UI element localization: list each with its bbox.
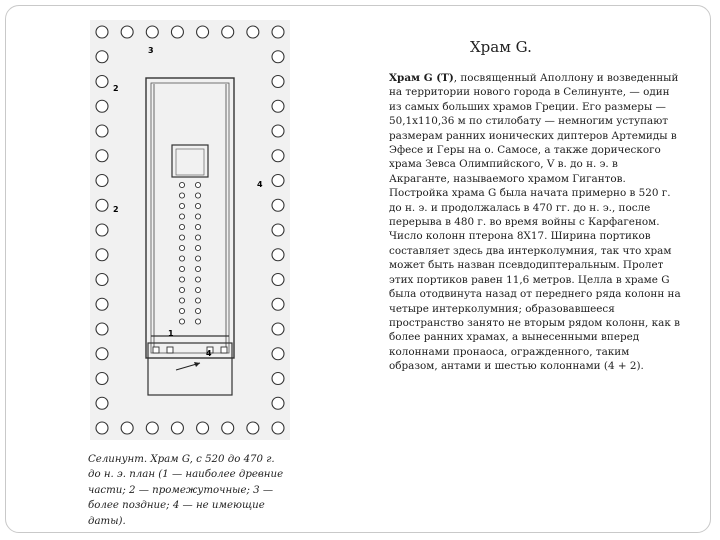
cella-inner-wall: [151, 83, 229, 353]
peristyle-column: [272, 274, 284, 286]
peristyle-column: [96, 26, 108, 38]
pronaos-column: [153, 347, 159, 353]
cella-column: [179, 245, 184, 250]
peristyle-column: [96, 199, 108, 211]
peristyle-columns: [96, 26, 284, 434]
peristyle-column: [272, 373, 284, 385]
pronaos-column: [221, 347, 227, 353]
cella-column: [195, 287, 200, 292]
cella-column: [195, 245, 200, 250]
peristyle-column: [96, 348, 108, 360]
temple-plan-drawing: [90, 20, 290, 440]
peristyle-column: [222, 26, 234, 38]
peristyle-column: [272, 26, 284, 38]
peristyle-column: [96, 323, 108, 335]
slide-title: Храм G.: [470, 38, 532, 56]
peristyle-column: [247, 26, 259, 38]
cella-column: [179, 182, 184, 187]
peristyle-column: [222, 422, 234, 434]
peristyle-column: [197, 422, 209, 434]
body-text: , посвященный Аполлону и возведенный на территории нового города в Селинунте, — один из самых больших храмов Греции. Его размеры — 50,1х110,36 м по стилобату — немногим уступают размерам ранних ионических диптеров Артемиды в Эфесе и Геры на о. Самосе, а также дорического храма Зевса Олимпийского, V в. до н. э. в Акраганте, называемого храмом Гигантов. Постройка храма G была начата примерно в 520 г. до н. э. и продолжалась в 470 гг. до н. э., после перерыва в 480 г. во время войны с Карфагеном. Число колонн птерона 8Х17. Ширина портиков составляет здесь два интерколумния, так что храм может быть назван псевдодиптеральным. Пролет этих портиков равен 11,6 метров. Целла в храме G была отодвинута назад от переднего ряда колонн на четыре интерколумния; образовавшееся пространство занято не вторым рядом колонн, как в более ранних храмах, а вынесенными вперед колоннами пронаоса, огражденного, таким образом, антами и шестью колоннами (4 + 2).: [389, 72, 681, 373]
peristyle-column: [272, 397, 284, 409]
cella-column: [195, 256, 200, 261]
cella-columns: [179, 182, 200, 324]
body-lead: Храм G (Т): [389, 72, 454, 84]
plan-label-4-right: 4: [257, 180, 263, 189]
plan-label-2-top: 2: [113, 84, 119, 93]
peristyle-column: [272, 298, 284, 310]
peristyle-column: [96, 150, 108, 162]
adyton-wall: [172, 145, 208, 177]
cella-column: [195, 266, 200, 271]
peristyle-column: [121, 26, 133, 38]
cella-column: [195, 224, 200, 229]
plan-label-2-mid: 2: [113, 205, 119, 214]
peristyle-column: [272, 51, 284, 63]
peristyle-column: [96, 397, 108, 409]
peristyle-column: [272, 175, 284, 187]
peristyle-column: [96, 298, 108, 310]
plan-label-4-bottom: 4: [206, 349, 212, 358]
cella-column: [195, 319, 200, 324]
peristyle-column: [146, 26, 158, 38]
cella-column: [179, 277, 184, 282]
body-paragraph: [389, 71, 681, 374]
cella-column: [195, 182, 200, 187]
cella-column: [195, 298, 200, 303]
peristyle-column: [96, 224, 108, 236]
peristyle-column: [96, 422, 108, 434]
peristyle-column: [247, 422, 259, 434]
peristyle-column: [272, 76, 284, 88]
cella-column: [179, 287, 184, 292]
peristyle-column: [272, 100, 284, 112]
peristyle-column: [171, 26, 183, 38]
peristyle-column: [272, 422, 284, 434]
peristyle-column: [272, 323, 284, 335]
cella-column: [179, 319, 184, 324]
pronaos-enclosure: [148, 343, 232, 395]
cella-column: [195, 203, 200, 208]
peristyle-column: [272, 249, 284, 261]
cella-column: [179, 193, 184, 198]
temple-plan: [90, 20, 290, 440]
pronaos-column: [167, 347, 173, 353]
cella-column: [195, 277, 200, 282]
cella-outer-wall: [146, 78, 234, 358]
peristyle-column: [272, 150, 284, 162]
peristyle-column: [96, 373, 108, 385]
peristyle-column: [272, 125, 284, 137]
adyton-inner: [176, 149, 204, 175]
peristyle-column: [96, 274, 108, 286]
peristyle-column: [272, 199, 284, 211]
peristyle-column: [96, 125, 108, 137]
cella-column: [179, 308, 184, 313]
peristyle-column: [146, 422, 158, 434]
peristyle-column: [96, 51, 108, 63]
peristyle-column: [197, 26, 209, 38]
peristyle-column: [121, 422, 133, 434]
cella-column: [179, 235, 184, 240]
cella-column: [195, 214, 200, 219]
figure-caption: Селинунт. Храм G, с 520 до 470 г. до н. э. план (1 — наиболее древние части; 2 — промежуточные; 3 — более поздние; 4 — не имеющие даты).: [88, 454, 284, 527]
cella-column: [179, 298, 184, 303]
cella-column: [179, 214, 184, 219]
cella-column: [179, 203, 184, 208]
cella-column: [195, 193, 200, 198]
cella-column: [195, 235, 200, 240]
peristyle-column: [96, 100, 108, 112]
pronaos-columns: [153, 347, 227, 353]
plan-label-3: 3: [148, 46, 154, 55]
peristyle-column: [96, 175, 108, 187]
peristyle-column: [272, 348, 284, 360]
peristyle-column: [171, 422, 183, 434]
cella-column: [195, 308, 200, 313]
cella-column: [179, 224, 184, 229]
peristyle-column: [96, 249, 108, 261]
plan-label-1: 1: [168, 329, 174, 338]
cella-column: [179, 256, 184, 261]
peristyle-column: [96, 76, 108, 88]
peristyle-column: [272, 224, 284, 236]
cella-column: [179, 266, 184, 271]
